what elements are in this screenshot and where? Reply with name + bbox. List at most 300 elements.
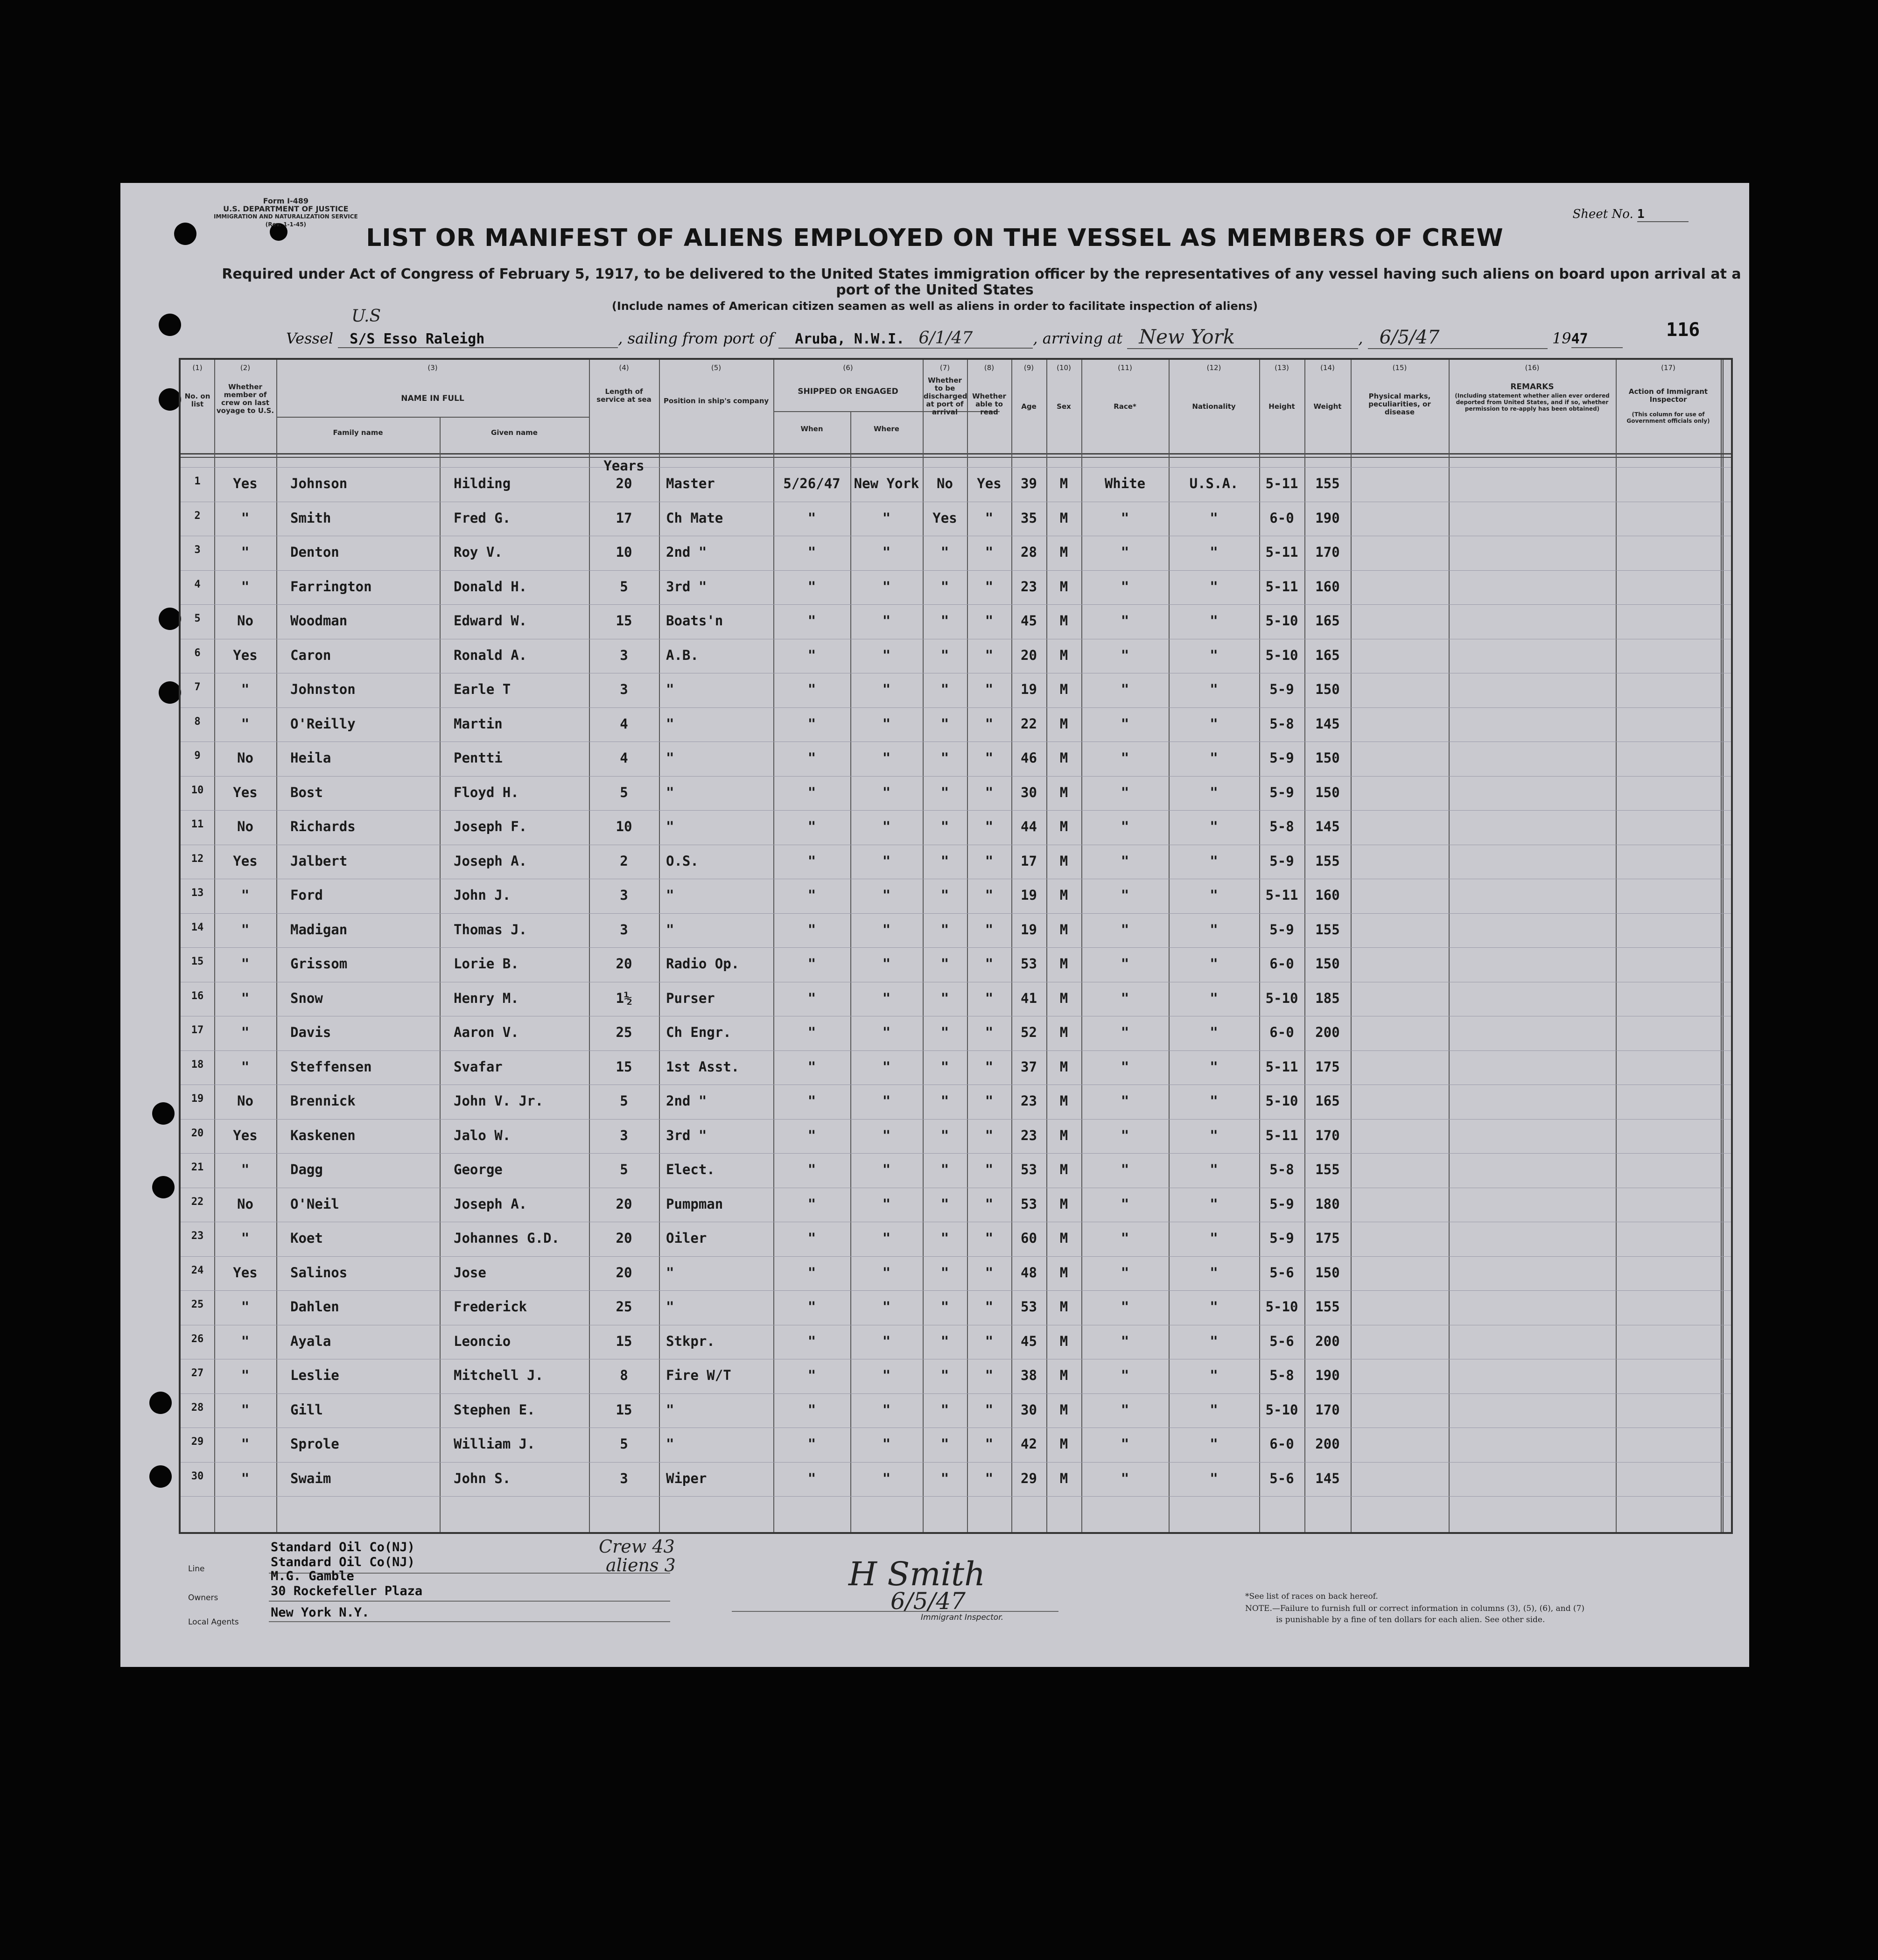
cell-no: 26 [191, 1333, 204, 1345]
cell-position: 3rd " [666, 578, 707, 595]
header-nationality: Nationality [1192, 402, 1236, 411]
cell-family: Swaim [290, 1470, 331, 1486]
cell-discharged: " [940, 1196, 949, 1212]
cell-given: Floyd H. [454, 784, 519, 800]
cell-member: Yes [233, 1127, 258, 1143]
cell-height: 5-11 [1265, 476, 1298, 491]
cell-discharged: " [940, 1093, 949, 1109]
cell-when: " [807, 1024, 816, 1040]
cell-sex: M [1059, 819, 1068, 834]
cell-nationality: " [1210, 1093, 1218, 1109]
crew-count-note: Crew 43 [599, 1536, 675, 1557]
cell-age: 48 [1021, 1264, 1037, 1281]
cell-member: " [241, 990, 250, 1006]
cell-race: White [1104, 476, 1146, 491]
col-number: (13) [1275, 364, 1289, 372]
cell-member: Yes [233, 476, 258, 491]
cell-nationality: " [1210, 1024, 1218, 1040]
cell-member: " [241, 1230, 250, 1246]
sheet-label: Sheet No. [1572, 207, 1633, 221]
cell-where: " [882, 1299, 891, 1315]
cell-when: " [807, 681, 816, 697]
cell-given: George [454, 1162, 503, 1177]
cell-weight: 155 [1315, 1299, 1340, 1315]
cell-height: 5-8 [1269, 819, 1294, 834]
cell-when: " [807, 1264, 816, 1281]
cell-nationality: " [1210, 921, 1218, 938]
cell-race: " [1121, 578, 1129, 595]
header-physical-marks: Physical marks, peculiarities, or disease [1368, 392, 1431, 416]
cell-where: " [882, 510, 891, 526]
form-number: Form I-489 [263, 196, 309, 205]
header-race: Race* [1114, 402, 1136, 411]
cell-when: " [807, 956, 816, 972]
cell-no: 9 [194, 750, 201, 762]
cell-weight: 170 [1315, 1401, 1340, 1418]
cell-discharged: " [940, 1024, 949, 1040]
cell-when: " [807, 819, 816, 834]
cell-race: " [1121, 887, 1129, 903]
cell-sex: M [1059, 681, 1068, 697]
sheet-number [1572, 207, 1689, 222]
aliens-count-note: aliens 3 [606, 1555, 676, 1575]
cell-when: " [807, 1196, 816, 1212]
cell-service: 15 [616, 613, 632, 629]
cell-age: 45 [1021, 613, 1037, 629]
col-number: (4) [619, 364, 629, 372]
arriving-label: , arriving at [1033, 329, 1123, 347]
cell-given: Aaron V. [454, 1024, 519, 1040]
cell-nationality: " [1210, 1162, 1218, 1177]
departure-field [778, 329, 1033, 349]
cell-nationality: " [1210, 1264, 1218, 1281]
cell-when: " [807, 1401, 816, 1418]
header-sex: Sex [1057, 402, 1071, 411]
cell-family: Koet [290, 1230, 323, 1246]
cell-no: 27 [191, 1367, 204, 1379]
cell-read: " [985, 1024, 994, 1040]
cell-family: Davis [290, 1024, 331, 1040]
cell-when: " [807, 613, 816, 629]
cell-position: Boats'n [666, 613, 723, 629]
cell-service: 20 [616, 1230, 632, 1246]
cell-given: Henry M. [454, 990, 519, 1006]
local-agents-label: Local Agents [188, 1617, 239, 1627]
cell-race: " [1121, 1401, 1129, 1418]
cell-weight: 165 [1315, 613, 1340, 629]
cell-where: " [882, 544, 891, 560]
cell-service: 4 [620, 750, 628, 766]
cell-height: 5-6 [1269, 1333, 1294, 1349]
cell-nationality: " [1210, 853, 1218, 869]
cell-family: Smith [290, 510, 331, 526]
header-remarks: REMARKS [1510, 382, 1554, 392]
page-title: LIST OR MANIFEST OF ALIENS EMPLOYED ON THE VESSEL AS MEMBERS OF CREW [366, 224, 1504, 252]
inspector-signature: H Smith [848, 1555, 986, 1593]
cell-age: 39 [1021, 476, 1037, 491]
cell-discharged: " [940, 1264, 949, 1281]
cell-sex: M [1059, 990, 1068, 1006]
cell-discharged: " [940, 1299, 949, 1315]
cell-given: Hilding [454, 476, 511, 491]
cell-when: " [807, 647, 816, 663]
cell-height: 5-9 [1269, 921, 1294, 938]
cell-read: " [985, 921, 994, 938]
cell-height: 5-9 [1269, 750, 1294, 766]
cell-sex: M [1059, 1093, 1068, 1109]
cell-where: " [882, 1127, 891, 1143]
cell-family: Johnson [290, 476, 348, 491]
cell-no: 12 [191, 853, 204, 865]
cell-no: 20 [191, 1127, 204, 1139]
col-number: (17) [1661, 364, 1675, 372]
header-position: Position in ship's company [663, 397, 769, 405]
cell-when: " [807, 544, 816, 560]
cell-given: Svafar [454, 1058, 503, 1075]
cell-height: 5-10 [1265, 990, 1298, 1006]
cell-discharged: " [940, 613, 949, 629]
cell-given: John J. [454, 887, 511, 903]
cell-when: " [807, 1058, 816, 1075]
cell-discharged: " [940, 647, 949, 663]
cell-member: " [241, 544, 250, 560]
cell-discharged: " [940, 819, 949, 834]
subtitle-2: port of the United States [836, 282, 1034, 298]
cell-age: 42 [1021, 1436, 1037, 1452]
cell-given: Jalo W. [454, 1127, 511, 1143]
punch-hole [149, 1392, 172, 1414]
header-discharged: Whether to be discharged at port of arrival [924, 376, 967, 416]
cell-sex: M [1059, 1024, 1068, 1040]
cell-when: " [807, 578, 816, 595]
cell-weight: 160 [1315, 887, 1340, 903]
cell-discharged: " [940, 1230, 949, 1246]
year-prefix: 19 [1552, 329, 1571, 347]
cell-sex: M [1059, 1127, 1068, 1143]
cell-sex: M [1059, 1230, 1068, 1246]
cell-weight: 145 [1315, 715, 1340, 732]
cell-height: 6-0 [1269, 1024, 1294, 1040]
cell-weight: 160 [1315, 578, 1340, 595]
cell-discharged: " [940, 544, 949, 560]
cell-given: Pentti [454, 750, 503, 766]
cell-given: Joseph F. [454, 819, 527, 834]
cell-family: Leslie [290, 1367, 339, 1383]
vessel-line: Vessel S/S Esso Raleigh , sailing from port of Aruba, N.W.I. 6/1/47 , arriving at New York , 6/5/47 1947 [286, 325, 1623, 349]
cell-when: " [807, 784, 816, 800]
cell-read: " [985, 1093, 994, 1109]
cell-given: Johannes G.D. [454, 1230, 560, 1246]
cell-position: " [666, 819, 674, 834]
cell-position: 1st Asst. [666, 1058, 740, 1075]
cell-member: Yes [233, 784, 258, 800]
col-number: (5) [711, 364, 722, 372]
cell-service: 20 [616, 1196, 632, 1212]
header-no-on-list: No. on list [184, 392, 210, 408]
cell-when: " [807, 510, 816, 526]
cell-discharged: " [940, 1470, 949, 1486]
cell-height: 5-9 [1269, 1196, 1294, 1212]
cell-when: " [807, 715, 816, 732]
cell-age: 29 [1021, 1470, 1037, 1486]
cell-where: " [882, 1333, 891, 1349]
cell-service: 3 [620, 1127, 628, 1143]
cell-no: 4 [194, 578, 201, 590]
cell-given: Thomas J. [454, 921, 527, 938]
header-remarks-note: (Including statement whether alien ever ordered deported from United States, and if so, whether permission to re-apply has been obtained) [1455, 392, 1610, 412]
cell-given: Mitchell J. [454, 1367, 544, 1383]
cell-position: Master [666, 476, 715, 491]
cell-position: O.S. [666, 853, 699, 869]
department: U.S. DEPARTMENT OF JUSTICE [223, 204, 349, 213]
cell-weight: 175 [1315, 1058, 1340, 1075]
cell-race: " [1121, 1367, 1129, 1383]
cell-discharged: No [937, 476, 953, 491]
cell-discharged: " [940, 1162, 949, 1177]
cell-race: " [1121, 990, 1129, 1006]
inspector-label: Immigrant Inspector. [921, 1613, 1004, 1622]
cell-service: 20 [616, 1264, 632, 1281]
cell-position: " [666, 1299, 674, 1315]
cell-weight: 145 [1315, 819, 1340, 834]
cell-position: 2nd " [666, 544, 707, 560]
cell-given: Fred G. [454, 510, 511, 526]
cell-sex: M [1059, 1401, 1068, 1418]
cell-when: " [807, 1230, 816, 1246]
cell-where: " [882, 784, 891, 800]
cell-no: 15 [191, 956, 204, 967]
cell-age: 44 [1021, 819, 1037, 834]
cell-where: " [882, 1436, 891, 1452]
punch-hole [159, 681, 181, 704]
sail-date: 6/1/47 [918, 329, 973, 348]
cell-age: 46 [1021, 750, 1037, 766]
col-number: (12) [1206, 364, 1221, 372]
cell-nationality: " [1210, 1299, 1218, 1315]
cell-height: 5-8 [1269, 715, 1294, 732]
cell-age: 19 [1021, 681, 1037, 697]
cell-discharged: " [940, 1333, 949, 1349]
cell-no: 5 [194, 613, 201, 624]
cell-position: " [666, 681, 674, 697]
cell-service: 10 [616, 819, 632, 834]
cell-where: " [882, 990, 891, 1006]
cell-no: 11 [191, 819, 204, 830]
cell-read: " [985, 1299, 994, 1315]
cell-race: " [1121, 1196, 1129, 1212]
cell-family: Richards [290, 819, 356, 834]
cell-family: Grissom [290, 956, 348, 972]
manifest-table [179, 358, 1733, 1534]
cell-member: " [241, 1058, 250, 1075]
sailing-label: , sailing from port of [618, 329, 774, 347]
manifest-sheet [120, 183, 1749, 1667]
cell-height: 5-9 [1269, 784, 1294, 800]
header-weight: Weight [1313, 402, 1342, 411]
col-number: (3) [427, 364, 438, 372]
cell-weight: 165 [1315, 647, 1340, 663]
cell-read: " [985, 1264, 994, 1281]
cell-when: " [807, 1367, 816, 1383]
cell-read: " [985, 819, 994, 834]
cell-height: 5-11 [1265, 1058, 1298, 1075]
col-number: (11) [1118, 364, 1132, 372]
cell-when: " [807, 1470, 816, 1486]
cell-family: Gill [290, 1401, 323, 1418]
cell-discharged: " [940, 921, 949, 938]
arrival-date: 6/5/47 [1368, 327, 1548, 349]
cell-position: Purser [666, 990, 715, 1006]
cell-family: Denton [290, 544, 339, 560]
cell-age: 22 [1021, 715, 1037, 732]
vessel-name: S/S Esso Raleigh [338, 331, 618, 348]
cell-service: 10 [616, 544, 632, 560]
cell-read: Yes [977, 476, 1002, 491]
cell-weight: 150 [1315, 750, 1340, 766]
cell-age: 23 [1021, 1127, 1037, 1143]
cell-sex: M [1059, 1299, 1068, 1315]
cell-where: " [882, 1367, 891, 1383]
cell-read: " [985, 1162, 994, 1177]
cell-position: 3rd " [666, 1127, 707, 1143]
header-height: Height [1268, 402, 1295, 411]
cell-member: " [241, 921, 250, 938]
col-number: (6) [843, 364, 853, 372]
cell-height: 6-0 [1269, 1436, 1294, 1452]
cell-age: 19 [1021, 887, 1037, 903]
cell-race: " [1121, 1299, 1129, 1315]
cell-read: " [985, 578, 994, 595]
cell-read: " [985, 784, 994, 800]
cell-given: Martin [454, 715, 503, 732]
cell-nationality: " [1210, 1127, 1218, 1143]
line-value: Standard Oil Co(NJ) [271, 1540, 415, 1554]
cell-nationality: " [1210, 1058, 1218, 1075]
cell-discharged: " [940, 1127, 949, 1143]
penalty-note: NOTE.—Failure to furnish full or correct information in columns (3), (5), (6), and (7) [1245, 1604, 1584, 1613]
cell-discharged: Yes [932, 510, 957, 526]
cell-sex: M [1059, 476, 1068, 491]
owners-value: M.G. Gamble [271, 1569, 354, 1583]
cell-member: " [241, 1299, 250, 1315]
cell-given: Roy V. [454, 544, 503, 560]
cell-given: Frederick [454, 1299, 527, 1315]
cell-sex: M [1059, 853, 1068, 869]
cell-member: No [237, 1093, 253, 1109]
cell-position: A.B. [666, 647, 699, 663]
cell-race: " [1121, 853, 1129, 869]
cell-position: 2nd " [666, 1093, 707, 1109]
cell-where: " [882, 1230, 891, 1246]
cell-read: " [985, 990, 994, 1006]
cell-given: John V. Jr. [454, 1093, 544, 1109]
cell-member: " [241, 510, 250, 526]
cell-when: 5/26/47 [783, 476, 841, 491]
punch-hole [159, 388, 181, 411]
cell-weight: 150 [1315, 784, 1340, 800]
cell-sex: M [1059, 956, 1068, 972]
cell-no: 14 [191, 921, 204, 933]
cell-family: Dagg [290, 1162, 323, 1177]
cell-family: Sprole [290, 1436, 339, 1452]
cell-where: " [882, 1401, 891, 1418]
cell-member: No [237, 613, 253, 629]
header-member-last-voyage: Whether member of crew on last voyage to U.S. [216, 383, 274, 415]
cell-race: " [1121, 1127, 1129, 1143]
cell-member: " [241, 956, 250, 972]
cell-where: " [882, 715, 891, 732]
cell-service: 15 [616, 1401, 632, 1418]
cell-no: 21 [191, 1162, 204, 1173]
races-note: *See list of races on back hereof. [1245, 1592, 1378, 1601]
cell-discharged: " [940, 1436, 949, 1452]
cell-read: " [985, 647, 994, 663]
header-able-to-read: Whether able to read [972, 392, 1006, 416]
cell-service: 4 [620, 715, 628, 732]
cell-service: 25 [616, 1024, 632, 1040]
cell-member: " [241, 1162, 250, 1177]
cell-service: 8 [620, 1367, 628, 1383]
cell-height: 5-11 [1265, 578, 1298, 595]
cell-race: " [1121, 647, 1129, 663]
cell-discharged: " [940, 578, 949, 595]
col-number: (2) [240, 364, 251, 372]
cell-service: 20 [616, 476, 632, 491]
cell-age: 17 [1021, 853, 1037, 869]
cell-member: " [241, 715, 250, 732]
cell-nationality: " [1210, 681, 1218, 697]
cell-no: 6 [194, 647, 201, 659]
cell-where: " [882, 1058, 891, 1075]
cell-given: Stephen E. [454, 1401, 535, 1418]
cell-read: " [985, 1333, 994, 1349]
cell-sex: M [1059, 1264, 1068, 1281]
cell-position: " [666, 921, 674, 938]
cell-weight: 155 [1315, 853, 1340, 869]
cell-sex: M [1059, 784, 1068, 800]
cell-member: " [241, 681, 250, 697]
cell-family: Kaskenen [290, 1127, 356, 1143]
cell-discharged: " [940, 956, 949, 972]
cell-race: " [1121, 1264, 1129, 1281]
page-stamp: 116 [1666, 319, 1700, 341]
cell-race: " [1121, 681, 1129, 697]
cell-position: " [666, 887, 674, 903]
cell-read: " [985, 510, 994, 526]
cell-read: " [985, 715, 994, 732]
cell-service: 2 [620, 853, 628, 869]
cell-member: " [241, 1470, 250, 1486]
cell-nationality: " [1210, 1401, 1218, 1418]
cell-nationality: U.S.A. [1189, 476, 1239, 491]
cell-where: " [882, 1093, 891, 1109]
header-action: Action of Immigrant Inspector [1628, 387, 1708, 404]
penalty-note-2: is punishable by a fine of ten dollars for each alien. See other side. [1276, 1615, 1545, 1624]
cell-weight: 170 [1315, 1127, 1340, 1143]
cell-nationality: " [1210, 715, 1218, 732]
cell-height: 5-9 [1269, 681, 1294, 697]
cell-read: " [985, 1196, 994, 1212]
cell-weight: 170 [1315, 544, 1340, 560]
cell-weight: 200 [1315, 1024, 1340, 1040]
inspector-date: 6/5/47 [890, 1588, 966, 1615]
cell-position: " [666, 750, 674, 766]
cell-member: " [241, 1436, 250, 1452]
cell-read: " [985, 1127, 994, 1143]
cell-no: 17 [191, 1024, 204, 1036]
cell-given: Lorie B. [454, 956, 519, 972]
punch-hole [149, 1465, 172, 1488]
